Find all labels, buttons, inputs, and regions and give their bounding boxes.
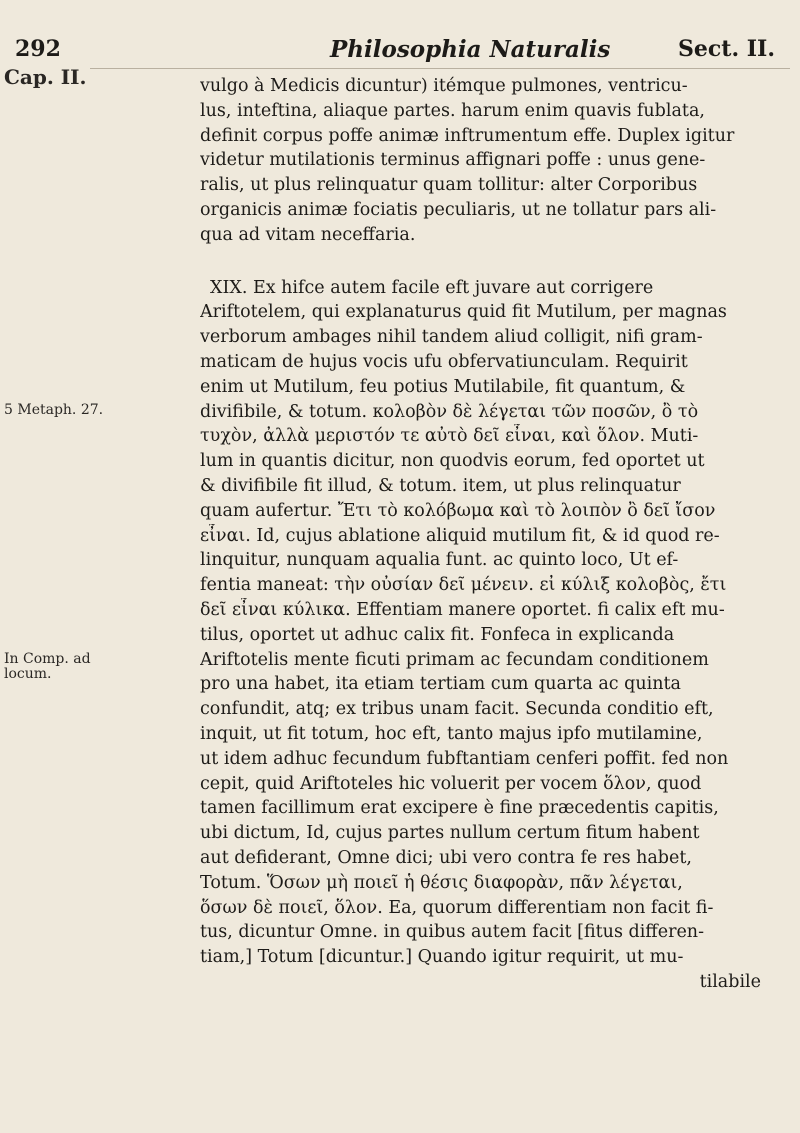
margin-chapter-label: Cap. II. [4,65,87,89]
text-line: fentia maneat: τὴν οὐσίαν δεῖ μένειν. εἰ κύλιξ κολοβὸς, ἔτι [200,575,727,596]
text-line: organicis animæ fociatis peculiaris, ut ne tollatur pars ali- [200,199,717,220]
paragraph-2 [200,276,795,995]
text-line: Ariftotelis mente ficuti primam ac fecundam conditionem [200,649,709,670]
main-text [200,74,795,995]
text-line: XIX. Ex hifce autem facile eft juvare aut corrigere [210,277,654,298]
text-line: lus, inteftina, aliaque partes. harum enim quavis fublata, [200,100,705,121]
text-line: pro una habet, ita etiam tertiam cum quarta ac quinta [200,674,681,695]
text-line: δεῖ εἶναι κύλικα. Effentiam manere oportet. fi calix eft mu- [200,599,725,620]
text-line: tamen facillimum erat excipere è fine præcedentis capitis, [200,798,719,819]
text-line: enim ut Mutilum, feu potius Mutilabile, fit quantum, & [200,376,686,397]
text-line: inquit, ut fit totum, hoc eft, tanto majus ipfo mutilamine, [200,723,703,744]
text-line: & divifibile fit illud, & totum. item, ut plus relinquatur [200,475,681,496]
text-line: maticam de hujus vocis ufu obfervatiunculam. Requirit [200,351,688,372]
text-line: Totum. Ὅσων μὴ ποιεῖ ἡ θέσις διαφορὰν, πᾶν λέγεται, [200,872,683,893]
text-line: ὅσων δὲ ποιεῖ, ὅλον. Ea, quorum differentiam non facit fi- [200,897,714,918]
text-line: ubi dictum, Id, cujus partes nullum certum fitum habent [200,823,700,844]
text-line: tiam,] Totum [dicuntur.] Quando igitur requirit, ut mu- [200,947,684,968]
section-label: Sect. II. [678,36,776,62]
text-line: definit corpus poffe animæ inftrumentum effe. Duplex igitur [200,125,735,146]
text-line: qua ad vitam neceffaria. [200,224,416,245]
text-line: tus, dicuntur Omne. in quibus autem facit [fitus differen- [200,922,704,943]
text-line: τυχὸν, ἀλλὰ μεριστόν τε αὐτὸ δεῖ εἶναι, καὶ ὅλον. Muti- [200,426,699,447]
catchword: tilabile [699,971,761,992]
running-title: Philosophia Naturalis [330,36,611,63]
text-line: vulgo à Medicis dicuntur) itémque pulmones, ventricu- [200,76,688,96]
page-number: 292 [15,36,61,62]
header-rule [90,68,790,69]
text-line: aut defiderant, Omne dici; ubi vero contra fe res habet, [200,847,692,868]
margin-note-commentary: In Comp. ad locum. [4,651,91,682]
text-line: cepit, quid Ariftoteles hic voluerit per vocem ὅλον, quod [200,773,702,794]
page-header [0,36,800,70]
text-line: verborum ambages nihil tandem aliud colligit, nifi gram- [200,327,703,348]
text-line: confundit, atq; ex tribus unam facit. Secunda conditio eft, [200,699,714,720]
paragraph-1 [200,74,795,248]
text-line: ut idem adhuc fecundum fubftantiam cenferi poffit. fed non [200,748,729,769]
text-line: linquitur, nunquam aqualia funt. ac quinto loco, Ut ef- [200,550,679,571]
text-line: quam aufertur. Ἔτι τὸ κολόβωμα καὶ τὸ λοιπὸν ὂ δεῖ ἴσον [200,500,716,521]
text-line: videtur mutilationis terminus affignari poffe : unus gene- [200,150,706,171]
text-line: divifibile, & totum. κολοβὸν δὲ λέγεται τῶν ποσῶν, ὂ τὸ [200,401,699,422]
text-line: tilus, oportet ut adhuc calix fit. Fonfeca in explicanda [200,624,675,645]
text-line: ralis, ut plus relinquatur quam tollitur: alter Corporibus [200,175,698,196]
text-line: lum in quantis dicitur, non quodvis eorum, fed oportet ut [200,451,705,472]
margin-note-metaphysics: 5 Metaph. 27. [4,402,104,418]
text-line: Ariftotelem, qui explanaturus quid fit Mutilum, per magnas [200,302,727,323]
text-line: εἶναι. Id, cujus ablatione aliquid mutilum fit, & id quod re- [200,525,720,546]
